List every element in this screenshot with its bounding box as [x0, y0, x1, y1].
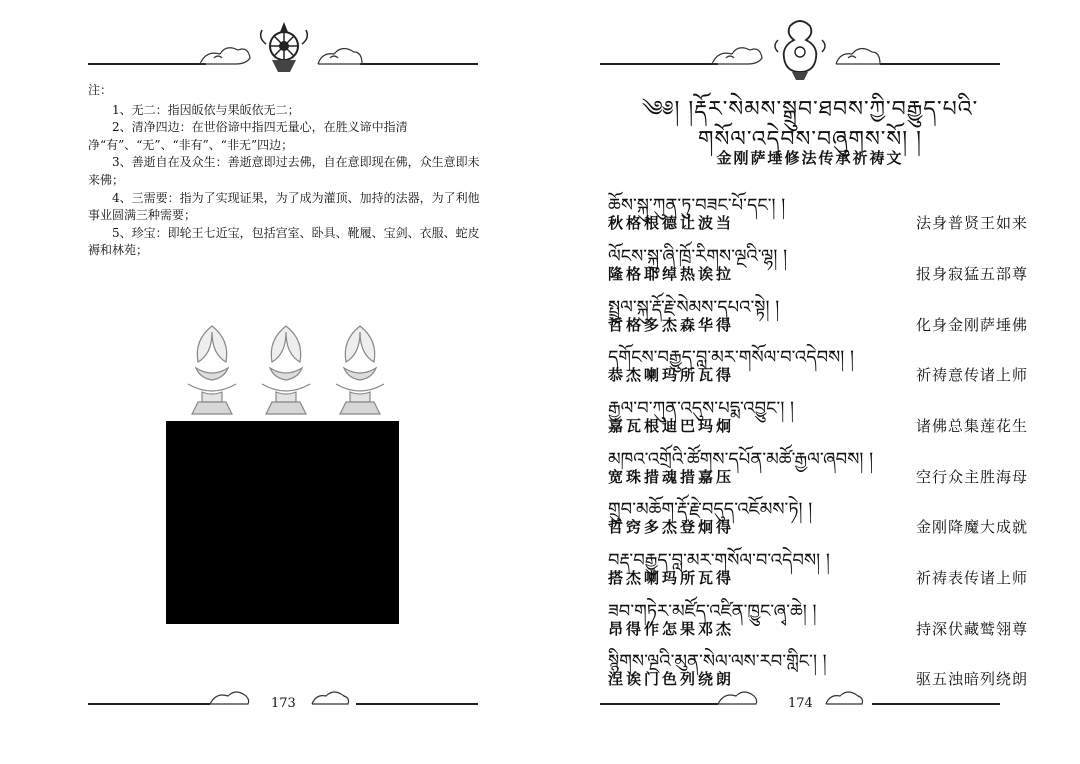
tibetan-title-line: ༄༅། །རྡོར་སེམས་སྒྲུབ་ཐབས་ཀྱི་བརྒྱུད་པའི་: [641, 97, 979, 122]
verse-tibetan: གྲུབ་མཆོག་རྡོ་རྗེ་བདུད་འཇོམས་ཏེ། །: [608, 499, 813, 520]
verse-block: [608, 642, 1028, 692]
verse-transliteration: 昂得作怎果邓杰: [608, 620, 735, 638]
right-page: [540, 0, 1080, 764]
verse-chinese: 化身金刚萨埵佛: [915, 316, 1028, 334]
cloud-ornament: [210, 692, 349, 704]
verse-block: [608, 490, 1028, 540]
verse-block: [608, 288, 1028, 338]
verse-chinese: 空行众主胜海母: [915, 468, 1028, 486]
verse-tibetan: མཁའ་འགྲོའི་ཚོགས་དཔོན་མཚོ་རྒྱལ་ཞབས། །: [608, 449, 874, 470]
footer-decoration: [0, 686, 1080, 716]
verse-transliteration: 搭杰喇玛所瓦得: [608, 569, 735, 587]
verse-transliteration: 哲格多杰森华得: [608, 316, 735, 334]
page-number: 174: [788, 696, 813, 711]
verse-tibetan: དགོངས་བརྒྱུད་བླ་མར་གསོལ་བ་འདེབས། །: [608, 347, 855, 368]
verse-chinese: 驱五浊暗列绕朗: [915, 670, 1028, 688]
verse-block: [608, 186, 1028, 236]
cloud-ornament: [718, 692, 863, 704]
verse-block: [608, 389, 1028, 439]
note-item: 5、珍宝：即轮王七近宝，包括宫室、卧具、靴履、宝剑、衣服、蛇皮褥和林苑；: [88, 225, 480, 258]
verse-chinese: 诸佛总集莲花生: [915, 417, 1028, 435]
verse-block: [608, 440, 1028, 490]
verse-chinese: 金刚降魔大成就: [915, 518, 1028, 536]
verse-chinese: 持深伏藏鹫翎尊: [915, 620, 1028, 638]
note-item: 4、三需要：指为了实现证果，为了成为灌顶、加持的法器，为了利他事业圆满三种需要；: [88, 190, 480, 223]
verse-tibetan: རྒྱལ་བ་ཀུན་འདུས་པདྨ་འབྱུང་། །: [608, 398, 795, 419]
verse-transliteration: 秋格根德让波当: [608, 214, 735, 232]
notes-title: 注：: [88, 83, 113, 97]
tibetan-title-line: གསོལ་འདེབས་བཞུགས་སོ། །: [697, 127, 923, 152]
note-item: 3、善逝自在及众生：善逝意即过去佛，自在意即现在佛，众生意即未来佛；: [88, 155, 480, 187]
verse-tibetan: སྤྲུལ་སྐུ་རྡོ་རྗེ་སེམས་དཔའ་སྟེ། །: [608, 297, 780, 318]
verse-transliteration: 哲窍多杰登炯得: [608, 518, 735, 536]
verse-chinese: 报身寂猛五部尊: [915, 265, 1028, 283]
notes-section: [88, 82, 483, 260]
verse-tibetan: ཟབ་གཏེར་མཛོད་འཛིན་ཁྱུང་ཞྭ་ཆེ། །: [608, 601, 817, 622]
verse-block: [608, 338, 1028, 388]
verse-block: [608, 237, 1028, 287]
offering-lamp-icon: [262, 326, 310, 414]
page-number: 173: [271, 696, 296, 711]
verse-transliteration: 嘉瓦根迪巴玛炯: [608, 417, 735, 435]
verse-tibetan: ཆོས་སྐུ་ཀུན་ཏུ་བཟང་པོ་དང་། །: [608, 195, 786, 216]
verse-chinese: 法身普贤王如来: [915, 214, 1028, 232]
verse-transliteration: 隆格耶绰热诶拉: [608, 265, 735, 283]
offering-lamp-icon: [188, 326, 236, 414]
verse-chinese: 祈祷意传诸上师: [915, 366, 1028, 384]
verse-tibetan: བརྡ་བརྒྱུད་བླ་མར་གསོལ་བ་འདེབས། །: [608, 550, 830, 571]
verse-chinese: 祈祷表传诸上师: [915, 569, 1028, 587]
chinese-title: 金刚萨埵修法传承祈祷文: [716, 149, 904, 167]
verse-tibetan: སྙིགས་ལྔའི་མུན་སེལ་ལས་རབ་གླིང་། །: [608, 651, 827, 672]
offering-lamp-icon: [336, 326, 384, 414]
verse-tibetan: ལོངས་སྐུ་ཞི་ཁྲོ་རིགས་ལྔའི་ལྷ། །: [608, 246, 788, 267]
verse-transliteration: 宽珠措魂措嘉压: [608, 468, 735, 486]
note-item: 2、清净四边：在世俗谛中指四无量心，在胜义谛中指清净“有”、“无”、“非有”、“非无”四边；: [88, 120, 408, 152]
offering-lamps-image: [176, 318, 396, 430]
verse-block: [608, 541, 1028, 591]
redacted-image-block: [166, 421, 399, 624]
verse-transliteration: 涅诶门色列绕朗: [608, 670, 735, 688]
verse-block: [608, 592, 1028, 642]
note-item: 1、无二：指因皈依与果皈依无二；: [112, 102, 300, 117]
verse-transliteration: 恭杰喇玛所瓦得: [608, 366, 735, 384]
